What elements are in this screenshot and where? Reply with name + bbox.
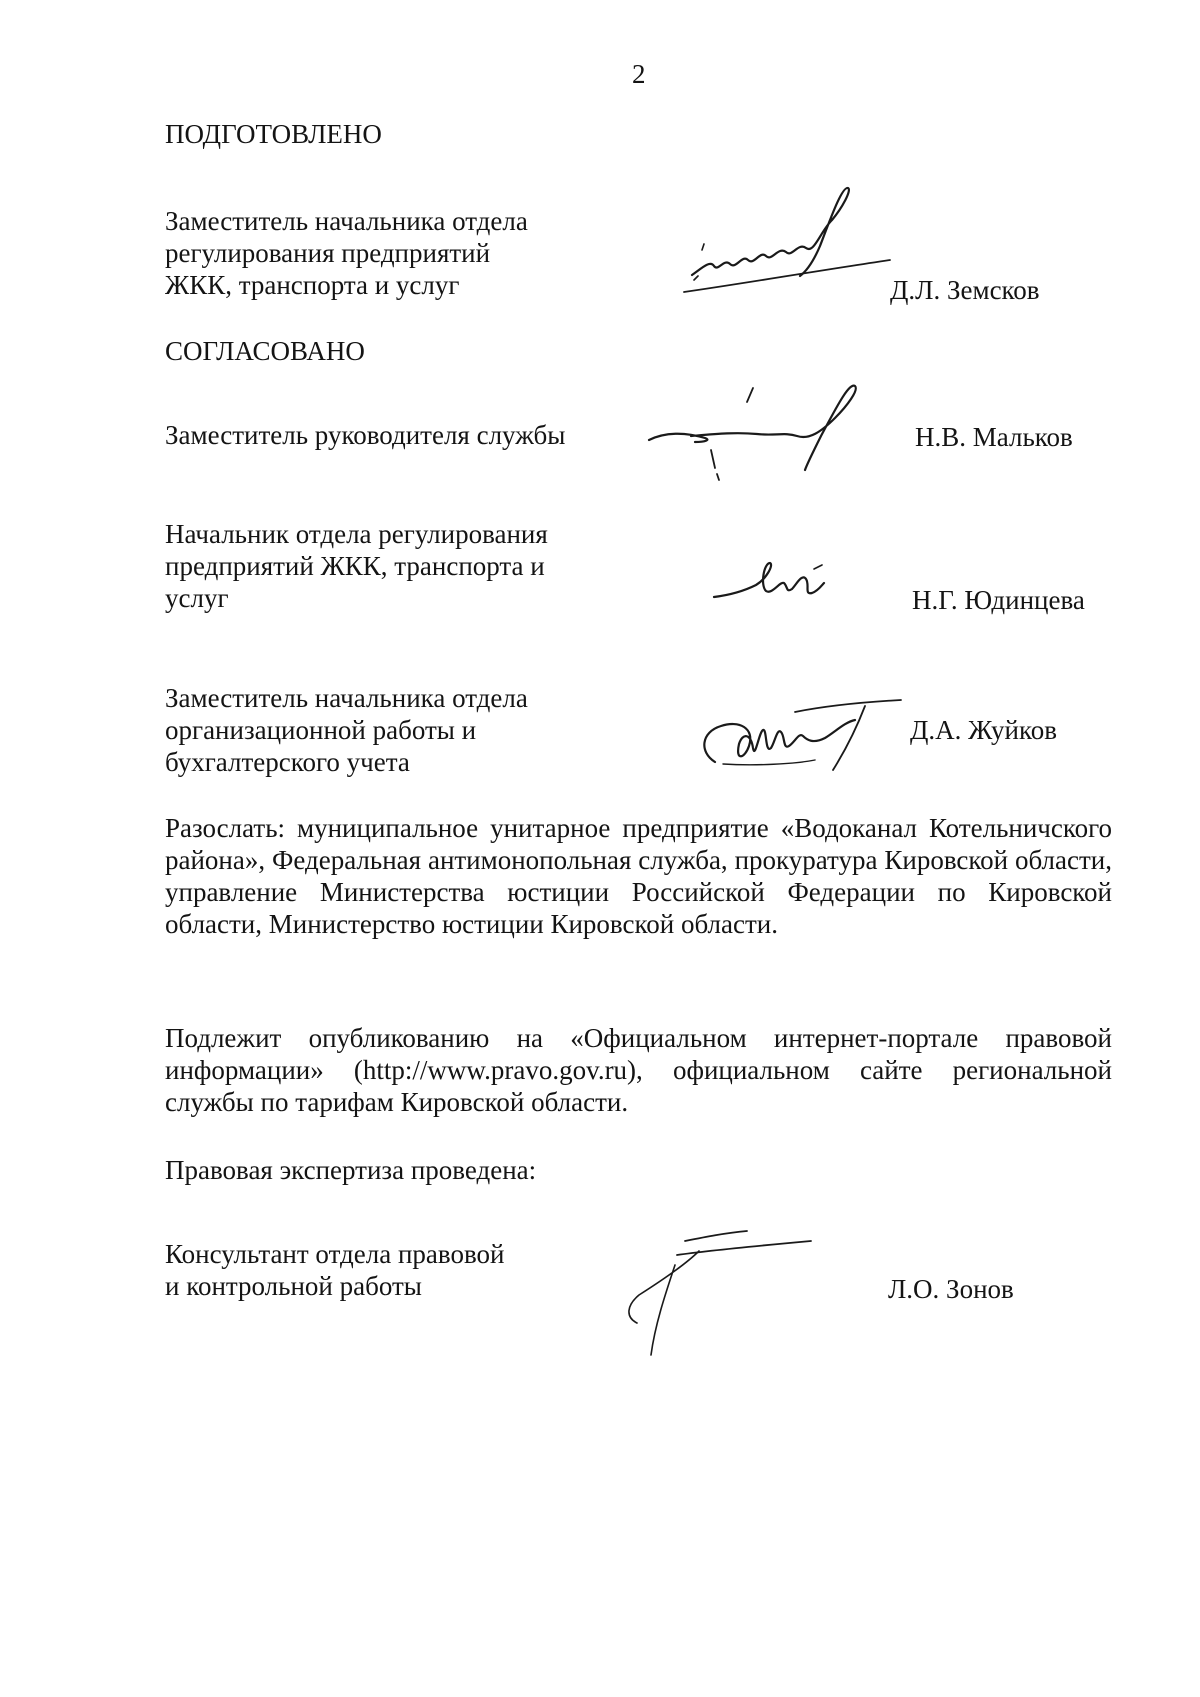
signature-zhuykov (695, 692, 925, 787)
legal-review-name: Л.О. Зонов (888, 1274, 1014, 1304)
agreed-position-line: предприятий ЖКК, транспорта и (165, 551, 545, 581)
agreed-position-line: бухгалтерского учета (165, 747, 410, 777)
agreed-position-line: Заместитель начальника отдела (165, 683, 528, 713)
signature-malkov (645, 380, 905, 495)
prepared-position-line: регулирования предприятий (165, 238, 491, 268)
legal-review-position-line: и контрольной работы (165, 1271, 422, 1301)
legal-review-heading: Правовая экспертиза проведена: (165, 1155, 537, 1185)
prepared-name: Д.Л. Земсков (890, 275, 1040, 305)
agreed-heading: СОГЛАСОВАНО (165, 336, 365, 366)
page-number: 2 (632, 59, 646, 89)
agreed-name: Н.Г. Юдинцева (912, 585, 1085, 615)
signature-yudintseva (710, 555, 830, 630)
signature-zemskov (680, 180, 910, 325)
agreed-position-line: Заместитель руководителя службы (165, 420, 566, 450)
agreed-name: Д.А. Жуйков (910, 715, 1057, 745)
signature-zonov (615, 1225, 815, 1370)
publication-paragraph: Подлежит опубликованию на «Официальном интернет-портале правовой информации» (http://www.pravo.gov.ru), официальном сайте региональной службы по тарифам Кировской области. (165, 1023, 1112, 1117)
agreed-position-line: услуг (165, 583, 229, 613)
prepared-position-line: ЖКК, транспорта и услуг (165, 270, 460, 300)
agreed-name: Н.В. Мальков (915, 422, 1073, 452)
agreed-position-line: Начальник отдела регулирования (165, 519, 548, 549)
agreed-position-line: организационной работы и (165, 715, 477, 745)
prepared-heading: ПОДГОТОВЛЕНО (165, 119, 382, 149)
prepared-position-line: Заместитель начальника отдела (165, 206, 528, 236)
legal-review-position-line: Консультант отдела правовой (165, 1239, 505, 1269)
distribution-paragraph: Разослать: муниципальное унитарное предприятие «Водоканал Котельничского района», Федеральная антимонопольная служба, прокуратура Кировской области, управление Министерства юстиции Российской Федерации по Кировской области, Министерство юстиции Кировской области. (165, 813, 1112, 939)
